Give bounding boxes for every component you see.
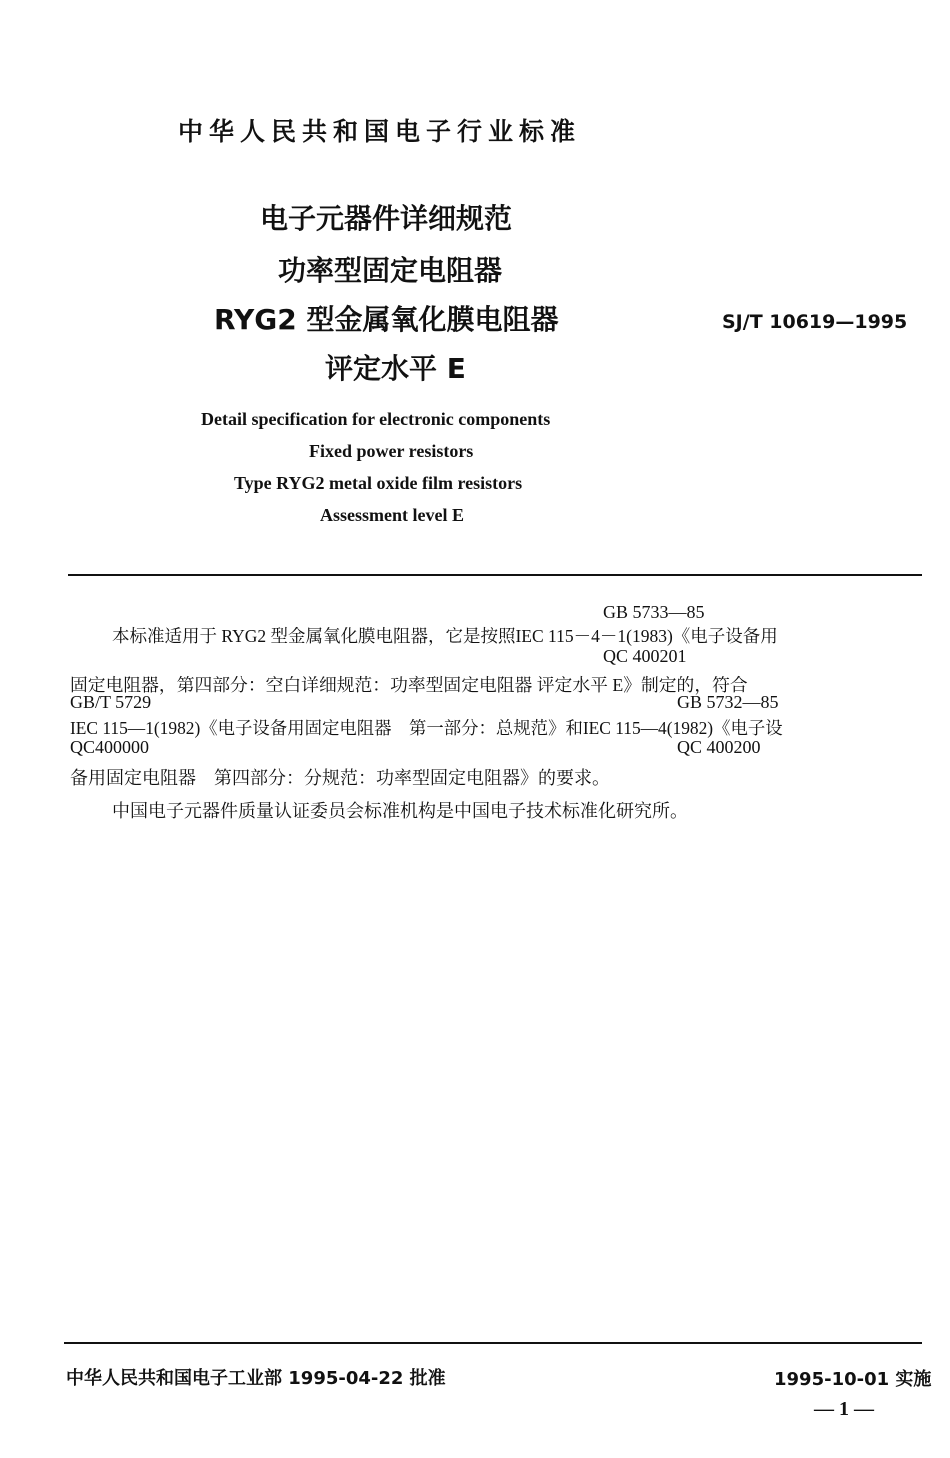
standard-code: SJ/T 10619—1995 [722,311,908,333]
chinese-title-line-3: RYG2 型金属氧化膜电阻器 [214,303,559,336]
english-title-line-2: Fixed power resistors [309,441,474,461]
chinese-title-line-2: 功率型固定电阻器 [278,254,503,287]
standard-organization-heading: 中华人民共和国电子行业标准 [178,117,582,146]
top-divider [68,574,922,576]
page-number: — 1 — [814,1398,874,1420]
reference-qc400201: QC 400201 [603,646,687,666]
body-line-5: 中国电子元器件质量认证委员会标准机构是中国电子技术标准化研究所。 [112,801,688,821]
reference-gb5733: GB 5733—85 [603,602,705,622]
reference-gbt5729: GB/T 5729 [70,692,152,712]
implementation-date: 1995-10-01 实施 [774,1369,932,1390]
reference-gb5732: GB 5732—85 [677,692,779,712]
body-line-4: 备用固定电阻器 第四部分：分规范：功率型固定电阻器》的要求。 [70,768,610,788]
reference-qc400200: QC 400200 [677,737,761,757]
english-title-line-4: Assessment level E [320,505,464,525]
reference-qc400000: QC400000 [70,737,150,757]
bottom-divider [64,1342,922,1344]
chinese-title-line-4: 评定水平 E [325,352,466,385]
approval-statement: 中华人民共和国电子工业部 1995-04-22 批准 [66,1368,446,1389]
chinese-title-line-1: 电子元器件详细规范 [260,202,513,235]
english-title-line-3: Type RYG2 metal oxide film resistors [234,473,523,493]
body-line-3: IEC 115—1(1982)《电子设备用固定电阻器 第一部分：总规范》和IEC 115—4(1982)《电子设 [70,718,783,738]
body-line-2: 固定电阻器，第四部分：空白详细规范：功率型固定电阻器 评定水平 E》制定的，符合 [70,675,748,695]
english-title-line-1: Detail specification for electronic components [201,409,551,429]
body-line-1: 本标准适用于 RYG2 型金属氧化膜电阻器，它是按照IEC 115－4－1(1983)《电子设备用 [112,626,778,646]
